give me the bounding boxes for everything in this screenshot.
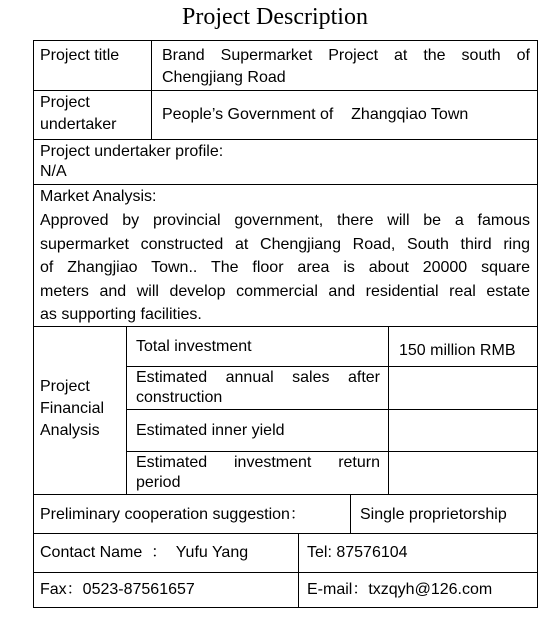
row-divider <box>34 494 537 495</box>
cooperation-value: Single proprietorship <box>360 506 507 523</box>
market-analysis-line: Approved by provincial government, there will be a famous <box>40 212 530 229</box>
market-analysis-line: meters and will develop commercial and residential real estate <box>40 282 530 300</box>
project-title-value <box>162 45 530 89</box>
financial-item-line: construction <box>136 389 223 406</box>
market-analysis-label: Market Analysis: <box>40 188 157 205</box>
market-analysis-line: supermarket constructed at Chengjiang Road, South third ring <box>40 235 530 253</box>
profile-label: Project undertaker profile: <box>40 143 224 160</box>
market-analysis-line: as supporting facilities. <box>40 306 202 323</box>
column-divider <box>126 326 127 494</box>
row-divider <box>126 409 537 410</box>
financial-label-line: Analysis <box>40 422 100 439</box>
undertaker-label-line: undertaker <box>40 116 117 133</box>
row-divider <box>34 184 537 185</box>
column-divider <box>350 494 351 533</box>
financial-item-line: period <box>136 474 181 491</box>
financial-value: 150 million RMB <box>399 342 516 359</box>
row-divider <box>34 533 537 534</box>
financial-label-line: Financial <box>40 400 105 417</box>
contact-email: E-mail：txzqyh@126.com <box>307 581 493 598</box>
undertaker-value: People’s Government of Zhangqiao Town <box>162 106 469 123</box>
financial-item <box>136 453 380 493</box>
row-divider <box>34 572 537 573</box>
column-divider <box>298 533 299 608</box>
financial-item <box>136 368 380 408</box>
financial-item: Total investment <box>136 338 252 355</box>
cooperation-label: Preliminary cooperation suggestion： <box>40 506 306 523</box>
row-divider <box>126 451 537 452</box>
financial-item: Estimated inner yield <box>136 422 285 439</box>
column-divider <box>151 41 152 139</box>
financial-analysis-label <box>40 376 104 442</box>
undertaker-label <box>40 92 117 136</box>
financial-label-line: Project <box>40 378 90 395</box>
financial-item-line: Estimated investment return <box>136 454 380 471</box>
market-analysis-text <box>40 209 530 327</box>
project-title-line: Brand Supermarket Project at the south of <box>162 47 530 64</box>
row-divider <box>34 90 537 91</box>
contact-tel: Tel: 87576104 <box>307 544 408 561</box>
undertaker-label-line: Project <box>40 94 90 111</box>
project-table <box>33 40 538 608</box>
project-title-label: Project title <box>40 47 120 64</box>
contact-name: Contact Name ： Yufu Yang <box>40 544 249 561</box>
page-title: Project Description <box>182 4 368 30</box>
column-divider <box>388 326 389 494</box>
financial-item-line: Estimated annual sales after <box>136 369 380 386</box>
row-divider <box>34 139 537 140</box>
project-title-line: Chengjiang Road <box>162 69 286 86</box>
market-analysis-line: of Zhangjiao Town.. The floor area is about 20000 square <box>40 259 530 276</box>
row-divider <box>126 366 537 367</box>
contact-fax: Fax：0523-87561657 <box>40 581 195 598</box>
profile-value: N/A <box>40 163 67 180</box>
